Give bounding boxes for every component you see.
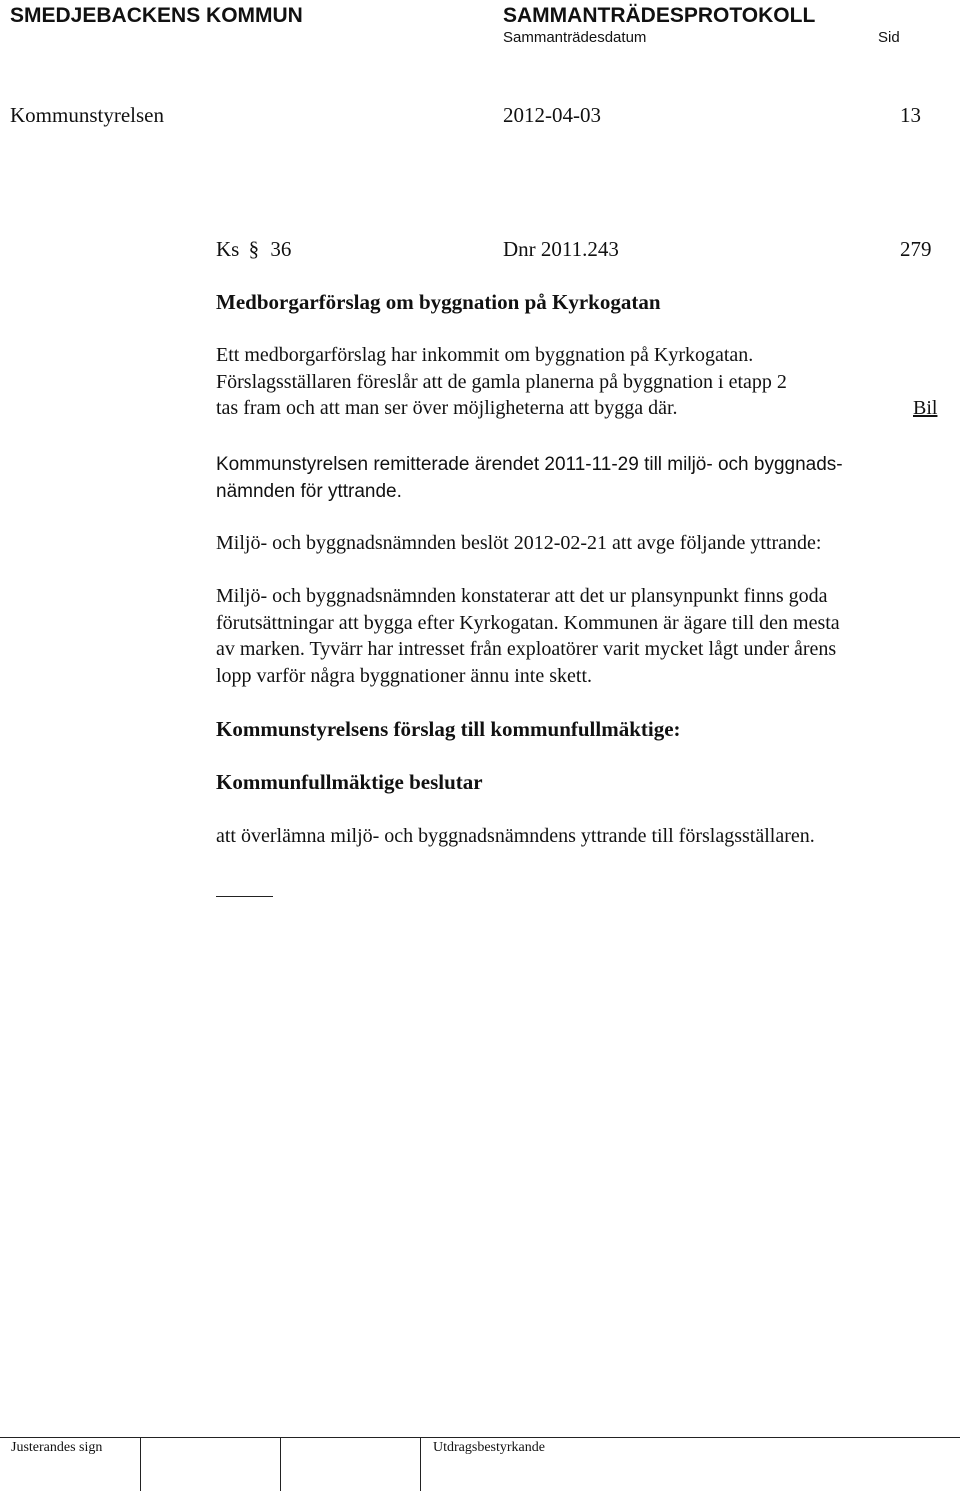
section-number: 36 bbox=[270, 237, 292, 261]
statement-line: förutsättningar att bygga efter Kyrkogatan. Kommunen är ägare till den mesta bbox=[216, 611, 840, 634]
intro-line: Ett medborgarförslag har inkommit om byggnation på Kyrkogatan. bbox=[216, 344, 754, 366]
organization-name: SMEDJEBACKENS KOMMUN bbox=[10, 4, 303, 27]
footer-divider bbox=[420, 1437, 421, 1491]
intro-line: Förslagsställaren föreslår att de gamla planerna på byggnation i etapp 2 bbox=[216, 370, 787, 393]
intro-paragraph bbox=[216, 342, 956, 422]
page-number: 13 bbox=[900, 103, 921, 127]
date-label: Sammanträdesdatum bbox=[503, 29, 647, 46]
remiss-line: nämnden för yttrande. bbox=[216, 481, 402, 502]
decision-heading: Kommunfullmäktige beslutar bbox=[216, 770, 483, 794]
footer-rule bbox=[0, 1437, 960, 1438]
footer-divider bbox=[140, 1437, 141, 1491]
footer-divider bbox=[280, 1437, 281, 1491]
item-title: Medborgarförslag om byggnation på Kyrkogatan bbox=[216, 290, 661, 314]
section-reference bbox=[216, 237, 291, 262]
proposal-heading: Kommunstyrelsens förslag till kommunfullmäktige: bbox=[216, 717, 681, 741]
attachment-link[interactable]: Bil bbox=[913, 397, 938, 419]
statement-line: av marken. Tyvärr har intresset från exploatörer varit mycket lågt under årens bbox=[216, 638, 837, 660]
dnr-number: Dnr 2011.243 bbox=[503, 237, 619, 261]
meeting-body: Kommunstyrelsen bbox=[10, 103, 164, 127]
meeting-date: 2012-04-03 bbox=[503, 103, 601, 127]
extract-label: Utdragsbestyrkande bbox=[433, 1440, 545, 1455]
document-type: SAMMANTRÄDESPROTOKOLL bbox=[503, 4, 816, 27]
sign-label: Justerandes sign bbox=[11, 1440, 103, 1455]
statement-line: Miljö- och byggnadsnämnden konstaterar att det ur plansynpunkt finns goda bbox=[216, 585, 828, 607]
section-symbol: § bbox=[248, 237, 260, 261]
end-separator bbox=[216, 896, 273, 897]
decision-text: att överlämna miljö- och byggnadsnämndens yttrande till förslagsställaren. bbox=[216, 825, 815, 847]
intro-line: tas fram och att man ser över möjligheterna att bygga där. bbox=[216, 397, 678, 419]
item-number: 279 bbox=[900, 237, 932, 261]
statement-line: lopp varför några byggnationer ännu inte skett. bbox=[216, 664, 592, 687]
decision-intro: Miljö- och byggnadsnämnden beslöt 2012-02-21 att avge följande yttrande: bbox=[216, 532, 822, 554]
remiss-line: Kommunstyrelsen remitterade ärendet 2011-11-29 till miljö- och byggnads- bbox=[216, 454, 843, 475]
statement-paragraph bbox=[216, 583, 956, 689]
remiss-paragraph bbox=[216, 451, 956, 505]
section-prefix: Ks bbox=[216, 237, 240, 261]
page-label: Sid bbox=[878, 29, 900, 46]
